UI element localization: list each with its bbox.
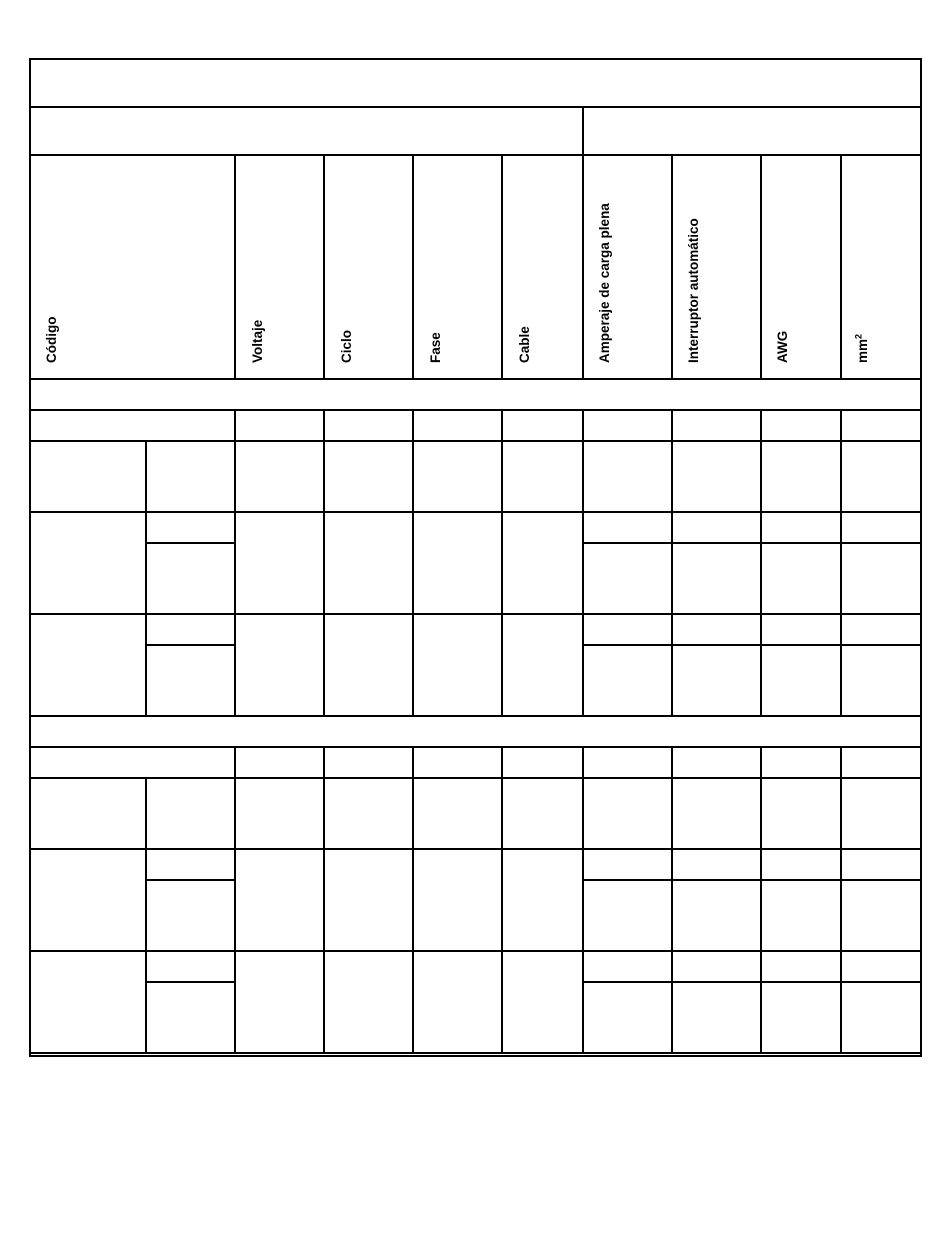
row-cell-divider: [501, 409, 503, 442]
row-cell-divider: [501, 950, 503, 1054]
sub-row-divider: [146, 879, 236, 881]
row-cell-divider: [760, 440, 762, 513]
section-title-divider: [30, 409, 922, 411]
row-cell-divider: [412, 440, 414, 513]
table-border-bottom: [30, 1055, 922, 1057]
row-cell-divider: [412, 613, 414, 717]
row-cell-divider: [582, 440, 584, 513]
row-cell-divider: [582, 746, 584, 779]
row-cell-divider: [501, 613, 503, 717]
column-header-divider: [582, 154, 584, 380]
code-subcolumn-divider: [145, 777, 147, 850]
row-cell-divider: [582, 511, 584, 615]
row-divider: [30, 848, 922, 850]
row-cell-divider: [412, 777, 414, 850]
code-subcolumn-divider: [145, 950, 147, 1054]
sub-row-divider: [583, 644, 922, 646]
header-awg: AWG: [775, 330, 790, 363]
row-cell-divider: [671, 950, 673, 1054]
row-cell-divider: [234, 848, 236, 952]
row-cell-divider: [323, 409, 325, 442]
row-cell-divider: [760, 777, 762, 850]
row-cell-divider: [671, 777, 673, 850]
column-header-divider: [412, 154, 414, 380]
row-cell-divider: [840, 613, 842, 717]
sub-row-divider: [583, 542, 922, 544]
row-cell-divider: [323, 950, 325, 1054]
row-cell-divider: [501, 511, 503, 615]
header-mm2-base: mm: [855, 338, 870, 363]
sub-row-divider: [583, 879, 922, 881]
row-cell-divider: [501, 746, 503, 779]
sub-row-divider: [146, 981, 236, 983]
section-bottom-line: [30, 715, 922, 717]
row-cell-divider: [671, 440, 673, 513]
row-cell-divider: [234, 409, 236, 442]
row-cell-divider: [840, 440, 842, 513]
row-cell-divider: [412, 746, 414, 779]
row-cell-divider: [234, 440, 236, 513]
row-cell-divider: [840, 409, 842, 442]
row-cell-divider: [323, 777, 325, 850]
row-cell-divider: [501, 440, 503, 513]
row-divider: [30, 950, 922, 952]
table-border-left: [29, 58, 31, 1057]
sub-row-divider: [146, 542, 236, 544]
row-cell-divider: [840, 777, 842, 850]
column-header-divider: [760, 154, 762, 380]
row-cell-divider: [412, 511, 414, 615]
header-voltaje: Voltaje: [250, 319, 265, 363]
column-header-divider: [501, 154, 503, 380]
section-bottom-line: [30, 1052, 922, 1054]
row-cell-divider: [840, 848, 842, 952]
row-cell-divider: [671, 848, 673, 952]
table-border-right: [920, 58, 922, 1057]
header-mm2: [855, 334, 871, 363]
row-divider: [30, 613, 922, 615]
header-mm2-exponent: 2: [853, 333, 864, 339]
header-interruptor: Interruptor automático: [686, 218, 701, 363]
subheader-split-line: [582, 106, 584, 156]
row-cell-divider: [760, 848, 762, 952]
row-cell-divider: [323, 511, 325, 615]
row-cell-divider: [671, 511, 673, 615]
row-cell-divider: [760, 613, 762, 717]
code-subcolumn-divider: [145, 613, 147, 717]
row-cell-divider: [323, 613, 325, 717]
section-title-divider: [30, 746, 922, 748]
column-header-divider: [323, 154, 325, 380]
header-fase: Fase: [428, 332, 443, 363]
row-cell-divider: [840, 511, 842, 615]
row-cell-divider: [671, 409, 673, 442]
row-cell-divider: [760, 746, 762, 779]
row-cell-divider: [323, 746, 325, 779]
header-amperaje: Amperaje de carga plena: [597, 203, 612, 363]
row-cell-divider: [234, 613, 236, 717]
header-ciclo: Ciclo: [339, 329, 354, 363]
row-cell-divider: [234, 746, 236, 779]
title-band-divider: [30, 106, 922, 108]
row-cell-divider: [582, 409, 584, 442]
row-cell-divider: [582, 950, 584, 1054]
row-cell-divider: [323, 440, 325, 513]
header-codigo: Código: [44, 316, 59, 363]
code-subcolumn-divider: [145, 848, 147, 952]
row-cell-divider: [671, 746, 673, 779]
row-cell-divider: [412, 409, 414, 442]
row-cell-divider: [412, 950, 414, 1054]
row-cell-divider: [760, 511, 762, 615]
column-header-bottom-line: [30, 378, 922, 380]
row-cell-divider: [760, 409, 762, 442]
row-cell-divider: [760, 950, 762, 1054]
table-border-top: [30, 58, 922, 60]
row-cell-divider: [582, 613, 584, 717]
row-cell-divider: [234, 950, 236, 1054]
row-cell-divider: [412, 848, 414, 952]
column-header-divider: [671, 154, 673, 380]
column-header-divider: [234, 154, 236, 380]
sub-row-divider: [583, 981, 922, 983]
row-divider: [30, 440, 922, 442]
row-cell-divider: [501, 777, 503, 850]
row-cell-divider: [840, 746, 842, 779]
column-header-divider: [840, 154, 842, 380]
header-cable: Cable: [517, 326, 532, 363]
row-cell-divider: [234, 777, 236, 850]
code-subcolumn-divider: [145, 511, 147, 615]
column-header-top-line: [30, 154, 922, 156]
row-cell-divider: [582, 777, 584, 850]
row-cell-divider: [671, 613, 673, 717]
row-cell-divider: [501, 848, 503, 952]
sub-row-divider: [146, 644, 236, 646]
row-divider: [30, 777, 922, 779]
row-cell-divider: [582, 848, 584, 952]
row-cell-divider: [234, 511, 236, 615]
code-subcolumn-divider: [145, 440, 147, 513]
row-divider: [30, 511, 922, 513]
row-cell-divider: [323, 848, 325, 952]
row-cell-divider: [840, 950, 842, 1054]
